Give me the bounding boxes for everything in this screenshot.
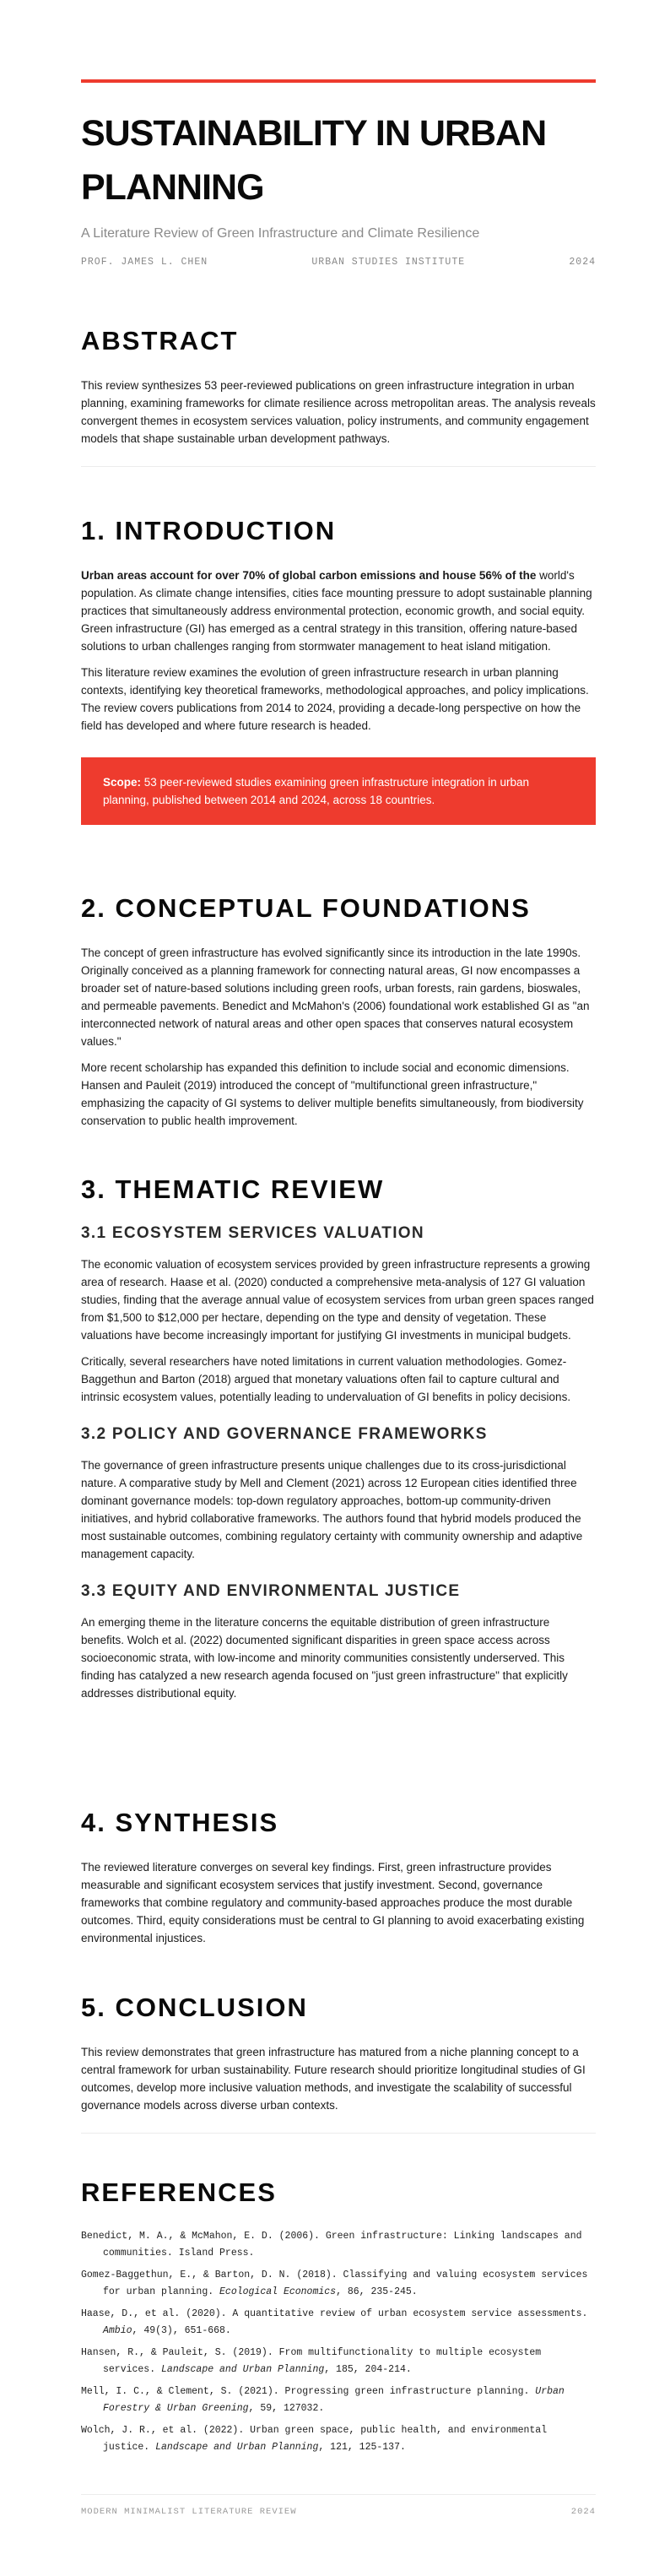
thematic-section [81,1173,596,1702]
foundations-paragraph-1: The concept of green infrastructure has evolved significantly since its introduction in the late 1990s. Originally conceived as a planning framework for connecting natural areas, GI now encompasses a broader set of nature-based solutions including green roofs, urban forests, rain gardens, bioswales, and permeable pavements. Benedict and McMahon's (2006) foundational work established GI as "an interconnected network of natural areas and other open spaces that conserves natural ecosystem values." [81,946,590,1048]
conclusion-section [81,1991,596,2134]
conclusion-heading: 5. CONCLUSION [81,1993,308,2022]
synthesis-section [81,1806,596,1947]
foundations-paragraph-2: More recent scholarship has expanded this definition to include social and economic dimensions. Hansen and Pauleit (2019) introduced the concept of "multifunctional green infrastructure," emphasizing the capacity of GI systems to deliver multiple benefits simultaneously, from biodiversity conservation to public health improvement. [81,1061,584,1127]
section-divider [81,466,596,467]
paper-page [81,79,596,2517]
reference-item: Hansen, R., & Pauleit, S. (2019). From multifunctionality to multiple ecosystem services. Landscape and Urban Planning, 185, 204-214. [81,2347,542,2375]
ecosystem-paragraph-1: The economic valuation of ecosystem services provided by green infrastructure represents a growing area of research. Haase et al. (2020) conducted a comprehensive meta-analysis of 127 GI valuation studies, finding that the average annual value of ecosystem services from urban green spaces ranged from $1,500 to $12,000 per hectare, depending on the type and density of vegetation. These valuations have become increasingly important for justifying GI investments in municipal budgets. [81,1258,594,1342]
abstract-section [81,324,596,467]
reference-item: Benedict, M. A., & McMahon, E. D. (2006). Green infrastructure: Linking landscapes and communities. Island Press. [81,2231,582,2259]
callout-label: Scope: [103,776,142,789]
reference-item: Mell, I. C., & Clement, S. (2021). Progressing green infrastructure planning. Urban Forestry & Urban Greening, 59, 127032. [81,2386,565,2414]
footer-divider [81,2494,596,2495]
ecosystem-paragraph-2: Critically, several researchers have noted limitations in current valuation methodologies. Gomez-Baggethun and Barton (2018) argued that monetary valuations often fail to capture cultural and intrinsic ecosystem values, potentially leading to undervaluation of GI benefits in policy decisions. [81,1355,571,1403]
policy-paragraph: The governance of green infrastructure presents unique challenges due to its cross-jurisdictional nature. A comparative study by Mell and Clement (2021) across 12 European cities identified three dominant governance models: top-down regulatory approaches, bottom-up community-driven initiatives, and hybrid collaborative frameworks. The authors found that hybrid models produced the most sustainable outcomes, combining regulatory certainty with community ownership and adaptive management capacity. [81,1459,583,1560]
synthesis-heading: 4. SYNTHESIS [81,1808,279,1837]
abstract-heading: ABSTRACT [81,326,239,355]
subsection-heading-3-1: 3.1 ECOSYSTEM SERVICES VALUATION [81,1224,424,1242]
references-heading: REFERENCES [81,2177,277,2207]
equity-paragraph: An emerging theme in the literature concerns the equitable distribution of green infrastructure benefits. Wolch et al. (2022) documented significant disparities in green space access across socioeconomic strata, with low-income and minority communities consistently underserved. This finding has catalyzed a new research agenda focused on "just green infrastructure" that explicitly addresses distributional equity. [81,1616,568,1700]
introduction-heading: 1. INTRODUCTION [81,516,337,545]
thematic-heading: 3. THEMATIC REVIEW [81,1174,385,1204]
references-section [81,2176,596,2461]
meta-line [81,257,596,268]
paper-subtitle: A Literature Review of Green Infrastructure and Climate Resilience [81,226,480,241]
subsection-heading-3-2: 3.2 POLICY AND GOVERNANCE FRAMEWORKS [81,1425,488,1443]
footer-label: MODERN MINIMALIST LITERATURE REVIEW [81,2507,297,2517]
accent-rule [81,79,596,83]
abstract-text: This review synthesizes 53 peer-reviewed publications on green infrastructure integration in urban planning, examining frameworks for climate resilience across metropolitan areas. The analysis reveals convergent themes in ecosystem services valuation, policy instruments, and community engagement models that shape sustainable urban development pathways. [81,379,596,445]
author: PROF. JAMES L. CHEN [81,257,208,268]
subsection-heading-3-3: 3.3 EQUITY AND ENVIRONMENTAL JUSTICE [81,1582,461,1600]
paper-title: SUSTAINABILITY IN URBAN PLANNING [81,113,547,208]
reference-item: Gomez-Baggethun, E., & Barton, D. N. (2018). Classifying and valuing ecosystem services for urban planning. Ecological Economics, 86, 235-245. [81,2270,588,2297]
introduction-paragraph-1: Urban areas account for over 70% of global carbon emissions and house 56% of the world's population. As climate change intensifies, cities face mounting pressure to adopt sustainable planning practices that simultaneously address environmental protection, economic growth, and social equity. Green infrastructure (GI) has emerged as a central strategy in this transition, offering nature-based solutions to urban challenges ranging from stormwater management to heat island mitigation. [81,569,592,653]
foundations-heading: 2. CONCEPTUAL FOUNDATIONS [81,893,531,923]
footer-year: 2024 [570,2507,596,2517]
year: 2024 [569,257,596,268]
reference-item: Wolch, J. R., et al. (2022). Urban green space, public health, and environmental justice. Landscape and Urban Planning, 121, 125-137. [81,2425,548,2453]
introduction-paragraph-2: This literature review examines the evolution of green infrastructure research in urban planning contexts, identifying key theoretical frameworks, methodological approaches, and policy implications. The review covers publications from 2014 to 2024, providing a decade-long perspective on how the field has developed and where future research is headed. [81,666,589,732]
introduction-section [81,514,596,825]
reference-item: Haase, D., et al. (2020). A quantitative review of urban ecosystem service assessments. Ambio, 49(3), 651-668. [81,2308,588,2336]
reference-list [81,2228,596,2456]
introduction-lead-bold: Urban areas account for over 70% of global carbon emissions and house 56% of the [81,569,537,582]
foundations-section [81,892,596,1130]
synthesis-paragraph: The reviewed literature converges on several key findings. First, green infrastructure provides measurable and significant ecosystem services that justify investment. Second, governance frameworks that combine regulatory and community-based approaches produce the most durable outcomes. Third, equity considerations must be central to GI planning to avoid exacerbating existing environmental injustices. [81,1861,585,1944]
conclusion-paragraph: This review demonstrates that green infrastructure has matured from a niche planning concept to a central framework for urban sustainability. Future research should prioritize longitudinal studies of GI outcomes, develop more inclusive valuation methods, and investigate the scalability of successful governance models across diverse urban contexts. [81,2046,586,2112]
institute: URBAN STUDIES INSTITUTE [311,257,466,268]
scope-callout: Scope: 53 peer-reviewed studies examining green infrastructure integration in urban planning, published between 2014 and 2024, across 18 countries. [81,757,596,825]
section-divider [81,2133,596,2134]
footer [81,2494,596,2517]
